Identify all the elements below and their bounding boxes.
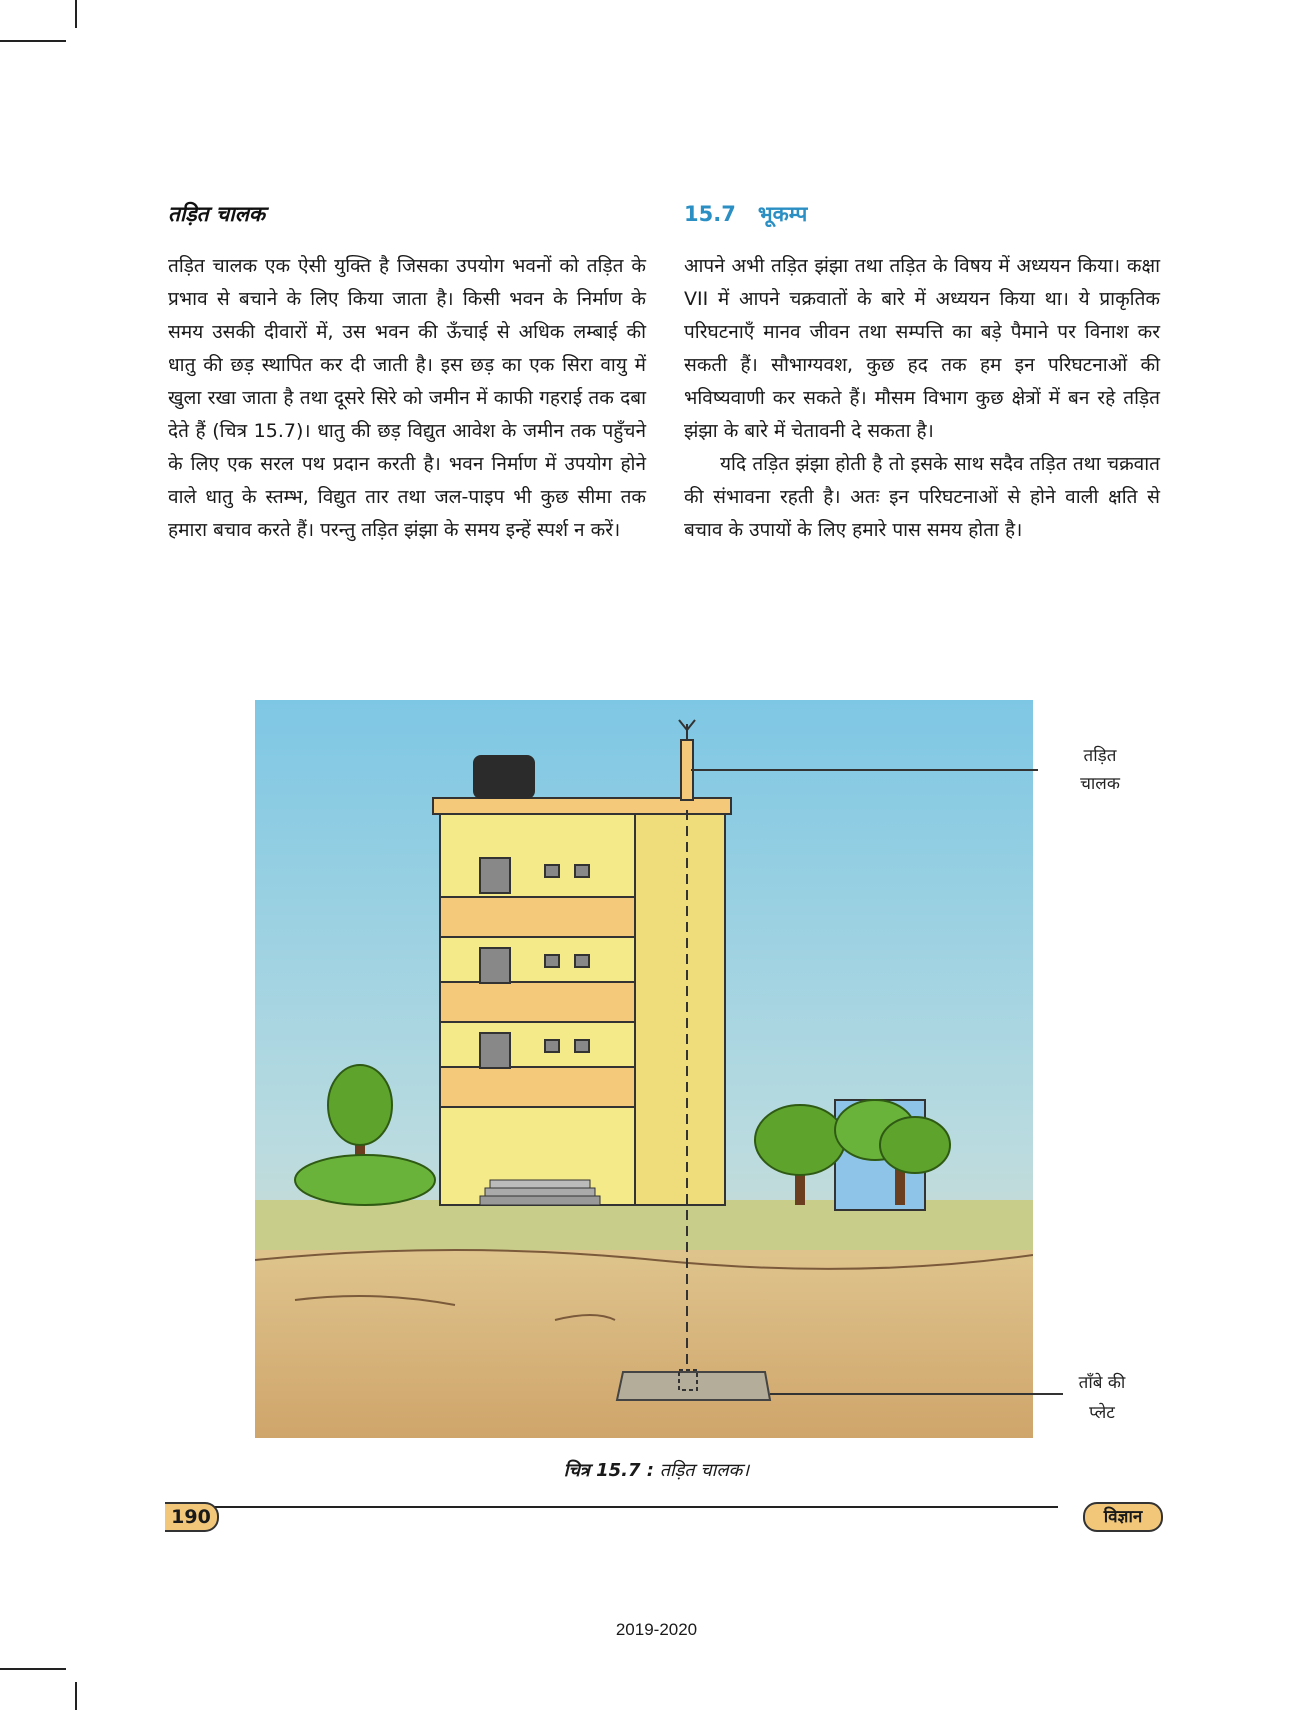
crop-mark bbox=[75, 0, 77, 28]
label-copper-plate: ताँबे की प्लेट bbox=[1078, 1373, 1126, 1423]
figure-caption bbox=[0, 1458, 1313, 1482]
section-heading-lightning-conductor: तड़ित चालक bbox=[168, 202, 266, 226]
footer-rule bbox=[215, 1506, 1058, 1508]
section-number: 15.7 bbox=[684, 202, 736, 226]
section-title: भूकम्प bbox=[757, 202, 808, 226]
leader-line-conductor bbox=[1033, 769, 1038, 771]
crop-mark bbox=[0, 40, 66, 42]
subject-badge: विज्ञान bbox=[1083, 1502, 1163, 1532]
section-heading-earthquake bbox=[684, 200, 1160, 228]
page-number-badge: 190 bbox=[165, 1502, 219, 1532]
year-label: 2019-2020 bbox=[615, 1620, 698, 1639]
crop-mark bbox=[0, 1668, 66, 1670]
caption-number: चित्र 15.7 : bbox=[563, 1460, 654, 1481]
right-column bbox=[684, 200, 1160, 547]
crop-mark bbox=[75, 1682, 77, 1710]
lightning-conductor-illustration bbox=[255, 700, 1033, 1438]
paragraph-lightning-conductor: तड़ित चालक एक ऐसी युक्ति है जिसका उपयोग भवनों को तड़ित के प्रभाव से बचाने के लिए किया जाता है। किसी भवन के निर्माण के समय उसकी दीवारों में, उस भवन की ऊँचाई से अधिक लम्बाई की धातु की छड़ स्थापित कर दी जाती है। इस छड़ का एक सिरा वायु में खुला रखा जाता है तथा दूसरे सिरे को जमीन में काफी गहराई तक दबा देते हैं (चित्र 15.7)। धातु की छड़ विद्युत आवेश के जमीन तक पहुँचने के लिए एक सरल पथ प्रदान करती है। भवन निर्माण में उपयोग होने वाले धातु के स्तम्भ, विद्युत तार तथा जल-पाइप भी कुछ सीमा तक हमारा बचाव करते हैं। परन्तु तड़ित झंझा के समय इन्हें स्पर्श न करें। bbox=[168, 255, 646, 541]
paragraph-earthquake-2: यदि तड़ित झंझा होती है तो इसके साथ सदैव तड़ित तथा चक्रवात की संभावना रहती है। अतः इन परिघटनाओं से होने वाली क्षति से बचाव के उपायों के लिए हमारे पास समय होता है। bbox=[684, 453, 1160, 541]
caption-text: तड़ित चालक। bbox=[659, 1460, 750, 1481]
paragraph-earthquake-1: आपने अभी तड़ित झंझा तथा तड़ित के विषय में अध्ययन किया। कक्षा VII में आपने चक्रवातों के बारे में अध्ययन किया था। ये प्राकृतिक परिघटनाएँ मानव जीवन तथा सम्पत्ति का बड़े पैमाने पर विनाश कर सकती हैं। सौभाग्यवश, कुछ हद तक हम इन परिघटनाओं की भविष्यवाणी कर सकते हैं। मौसम विभाग कुछ क्षेत्रों में बन रहे तड़ित झंझा के बारे में चेतावनी दे सकता है। bbox=[684, 255, 1160, 442]
label-lightning-conductor: तड़ित चालक bbox=[1080, 746, 1120, 794]
leader-line-plate bbox=[1033, 1393, 1063, 1395]
left-column bbox=[168, 200, 646, 547]
